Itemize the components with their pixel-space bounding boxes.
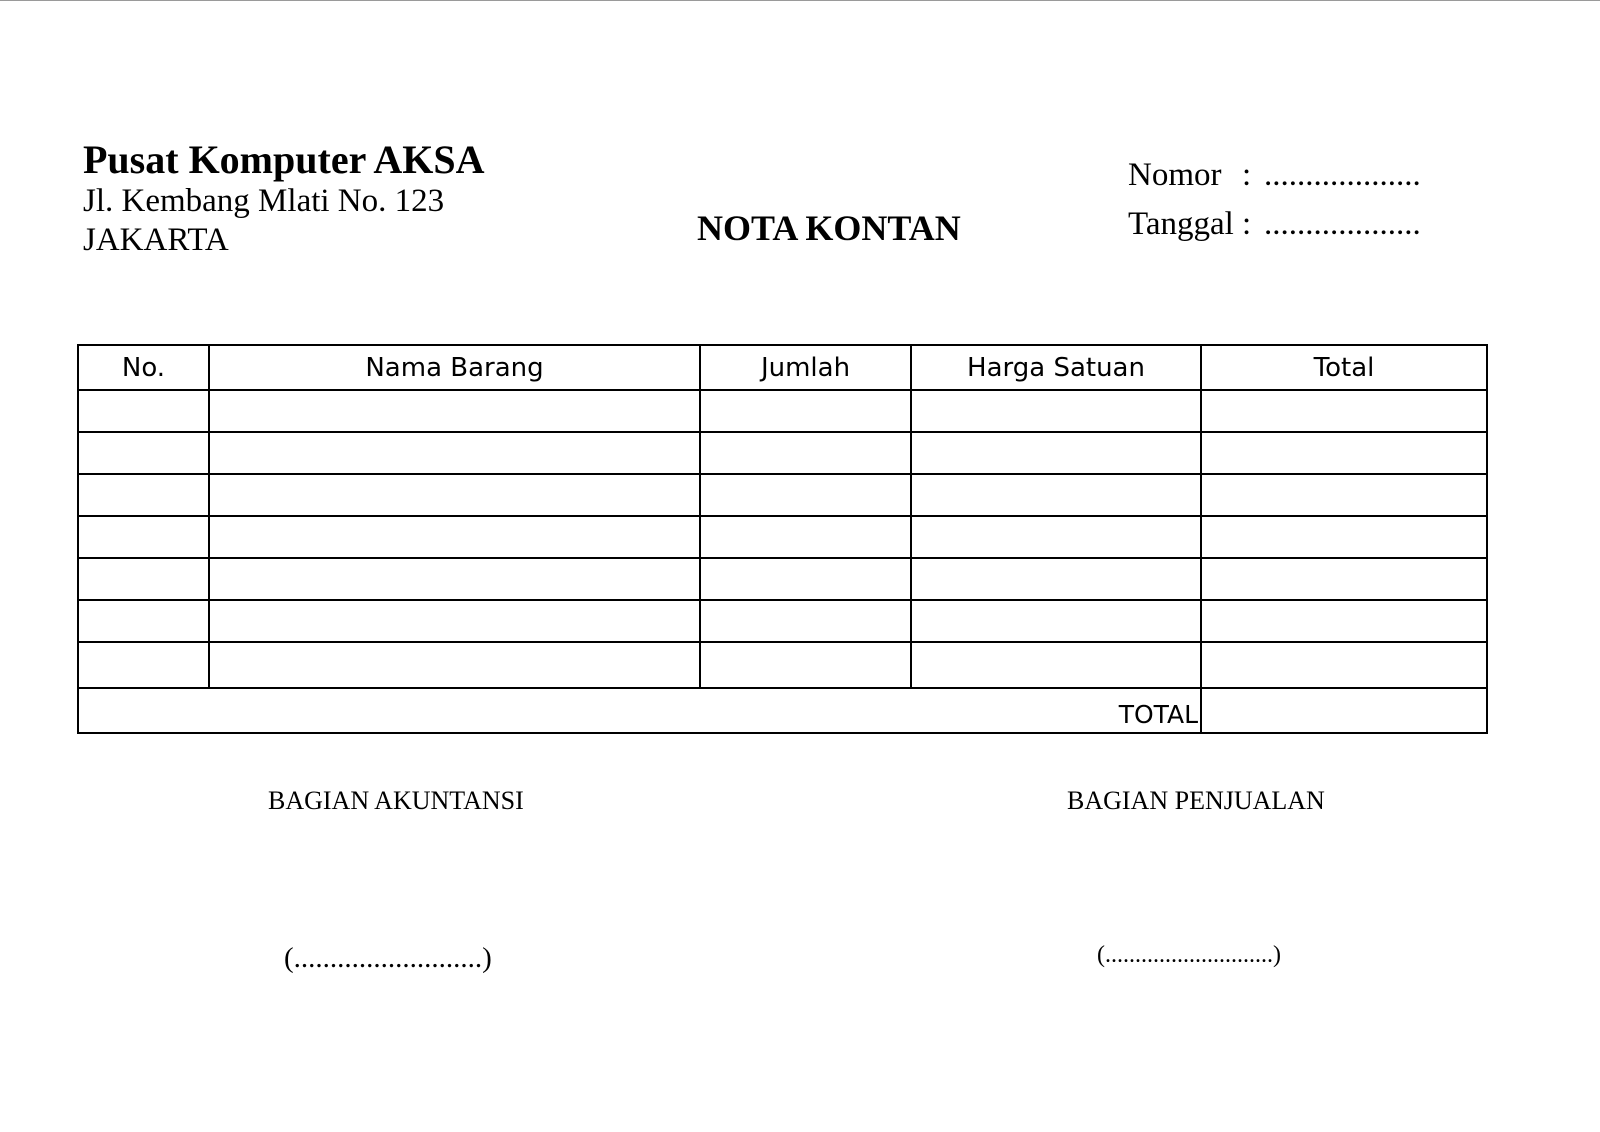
cell-total xyxy=(1201,642,1487,688)
cell-harga-satuan xyxy=(911,432,1201,474)
cell-harga-satuan xyxy=(911,600,1201,642)
nomor-colon: : xyxy=(1242,157,1252,193)
header-nama-barang: Nama Barang xyxy=(209,345,700,390)
cell-harga-satuan xyxy=(911,390,1201,432)
cell-nama-barang xyxy=(209,642,700,688)
cell-no xyxy=(78,558,209,600)
cell-no xyxy=(78,642,209,688)
cell-jumlah xyxy=(700,600,911,642)
cell-total xyxy=(1201,516,1487,558)
cell-jumlah xyxy=(700,642,911,688)
nomor-label: Nomor xyxy=(1128,157,1222,193)
table-row xyxy=(78,516,1487,558)
total-label: TOTAL xyxy=(78,688,1201,733)
cell-no xyxy=(78,474,209,516)
cell-total xyxy=(1201,474,1487,516)
company-address: Jl. Kembang Mlati No. 123 xyxy=(83,183,445,219)
cell-nama-barang xyxy=(209,600,700,642)
cell-nama-barang xyxy=(209,516,700,558)
cell-total xyxy=(1201,432,1487,474)
signature-label-sales: BAGIAN PENJUALAN xyxy=(1067,786,1325,815)
meta-tanggal xyxy=(1128,206,1421,243)
table-row xyxy=(78,642,1487,688)
signature-line-sales: (............................) xyxy=(1097,942,1281,968)
cell-no xyxy=(78,516,209,558)
header-total: Total xyxy=(1201,345,1487,390)
cell-no xyxy=(78,432,209,474)
tanggal-label: Tanggal xyxy=(1128,206,1234,242)
cell-total xyxy=(1201,390,1487,432)
company-name: Pusat Komputer AKSA xyxy=(83,137,485,182)
items-table xyxy=(77,344,1488,734)
cell-jumlah xyxy=(700,432,911,474)
table-row xyxy=(78,390,1487,432)
cell-harga-satuan xyxy=(911,474,1201,516)
cell-jumlah xyxy=(700,474,911,516)
signature-label-accounting: BAGIAN AKUNTANSI xyxy=(268,786,524,815)
company-city: JAKARTA xyxy=(83,222,229,258)
cell-total xyxy=(1201,558,1487,600)
cell-no xyxy=(78,600,209,642)
signature-line-accounting: (..........................) xyxy=(284,942,492,974)
table-header-row xyxy=(78,345,1487,390)
cell-jumlah xyxy=(700,558,911,600)
tanggal-value: ................... xyxy=(1264,206,1421,242)
document-title: NOTA KONTAN xyxy=(697,208,961,248)
cell-harga-satuan xyxy=(911,558,1201,600)
cell-nama-barang xyxy=(209,432,700,474)
grand-total-cell xyxy=(1201,688,1487,733)
header-no: No. xyxy=(78,345,209,390)
page-top-rule xyxy=(0,0,1600,1)
cell-jumlah xyxy=(700,390,911,432)
table-total-row xyxy=(78,688,1487,733)
cell-harga-satuan xyxy=(911,642,1201,688)
table-row xyxy=(78,432,1487,474)
cell-nama-barang xyxy=(209,390,700,432)
cell-no xyxy=(78,390,209,432)
cell-nama-barang xyxy=(209,474,700,516)
tanggal-colon: : xyxy=(1242,206,1252,242)
table-row xyxy=(78,474,1487,516)
cell-harga-satuan xyxy=(911,516,1201,558)
nomor-value: ................... xyxy=(1264,157,1421,193)
meta-nomor xyxy=(1128,157,1421,194)
cell-nama-barang xyxy=(209,558,700,600)
cell-jumlah xyxy=(700,516,911,558)
header-harga-satuan: Harga Satuan xyxy=(911,345,1201,390)
header-jumlah: Jumlah xyxy=(700,345,911,390)
table-row xyxy=(78,600,1487,642)
table-row xyxy=(78,558,1487,600)
cell-total xyxy=(1201,600,1487,642)
